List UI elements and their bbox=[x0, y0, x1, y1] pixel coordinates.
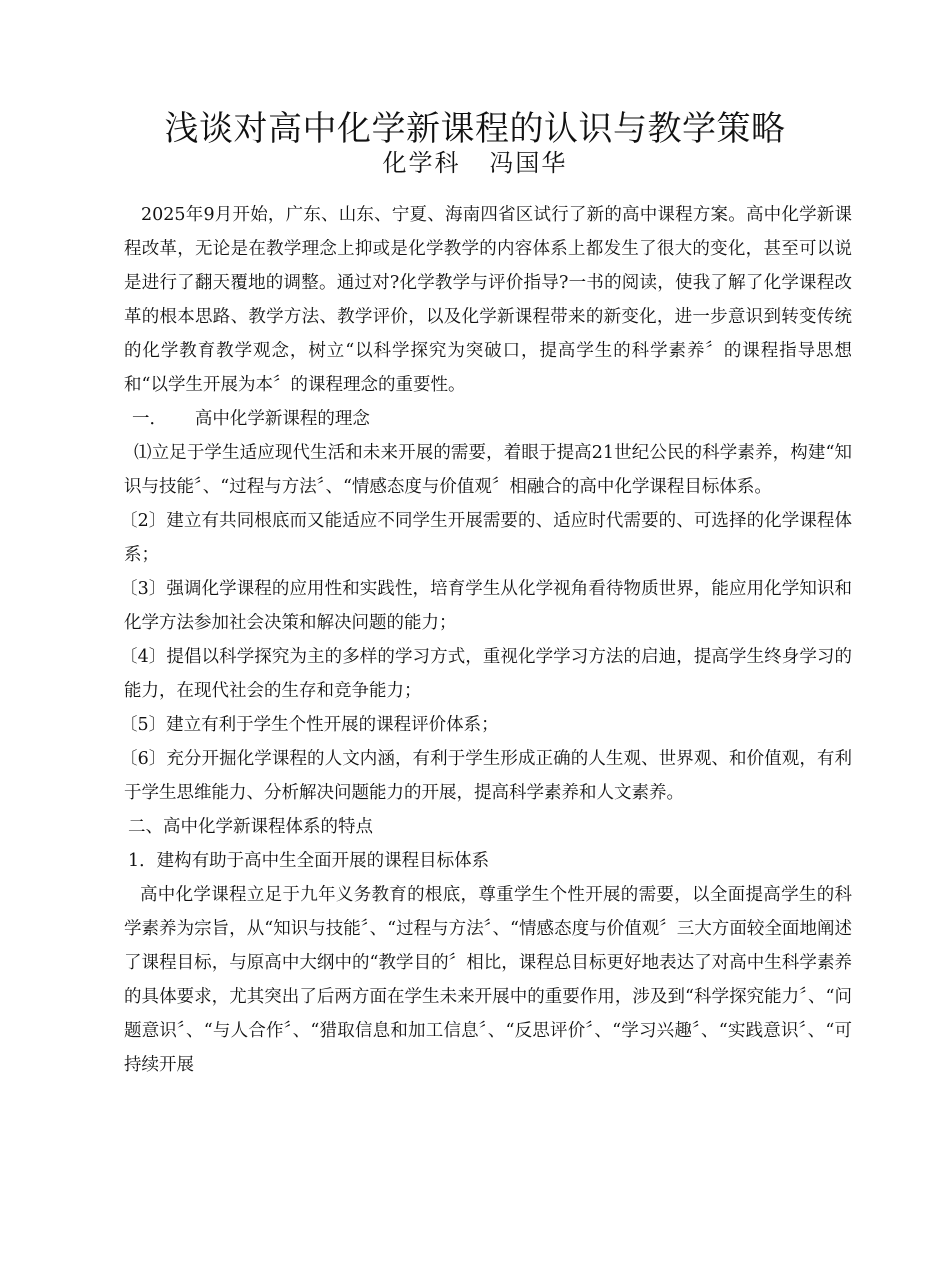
section-heading-2: 二、高中化学新课程体系的特点 bbox=[128, 817, 373, 837]
list-item: 〔2〕建立有共同根底而又能适应不同学生开展需要的、适应时代需要的、可选择的化学课程体系； bbox=[120, 511, 852, 565]
document-title: 浅谈对高中化学新课程的认识与教学策略 bbox=[164, 109, 786, 149]
list-item: 〔6〕充分开掘化学课程的人文内涵，有利于学生形成正确的人生观、世界观、和价值观，有利于学生思维能力、分析解决问题能力的开展，提高科学素养和人文素养。 bbox=[120, 749, 852, 803]
section-heading-1: 一． 高中化学新课程的理念 bbox=[132, 409, 370, 429]
intro-paragraph: 2025年9月开始，广东、山东、宁夏、海南四省区试行了新的高中课程方案。高中化学新课程改革，无论是在教学理念上抑或是化学教学的内容体系上都发生了很大的变化，甚至可以说是进行了翻天覆地的调整。通过对?化学教学与评价指导?一书的阅读，使我了解了化学课程改革的根本思路、教学方法、教学评价，以及化学新课程带来的新变化，进一步意识到转变传统的化学教育教学观念，树立“以科学探究为突破口，提高学生的科学素养〞的课程指导思想和“以学生开展为本〞的课程理念的重要性。 bbox=[124, 205, 852, 395]
author-line: 化学科 冯国华 bbox=[382, 149, 568, 177]
document-body bbox=[120, 198, 852, 1082]
list-item: 〔5〕建立有利于学生个性开展的课程评价体系； bbox=[120, 715, 499, 735]
list-item: 〔4〕提倡以科学探究为主的多样的学习方式，重视化学学习方法的启迪，提高学生终身学习的能力，在现代社会的生存和竞争能力； bbox=[120, 647, 852, 701]
list-item: ⑴立足于学生适应现代生活和未来开展的需要，着眼于提高21世纪公民的科学素养，构建“知识与技能〞、“过程与方法〞、“情感态度与价值观〞相融合的高中化学课程目标体系。 bbox=[124, 443, 852, 497]
list-item: 〔3〕强调化学课程的应用性和实践性，培育学生从化学视角看待物质世界，能应用化学知识和化学方法参加社会决策和解决问题的能力； bbox=[120, 579, 852, 633]
subsection-heading: 1．建构有助于高中生全面开展的课程目标体系 bbox=[128, 851, 490, 871]
body-paragraph: 高中化学课程立足于九年义务教育的根底，尊重学生个性开展的需要，以全面提高学生的科学素养为宗旨，从“知识与技能〞、“过程与方法〞、“情感态度与价值观〞三大方面较全面地阐述了课程目标，与原高中大纲中的“教学目的〞相比，课程总目标更好地表达了对高中生科学素养的具体要求，尤其突出了后两方面在学生未来开展中的重要作用，涉及到“科学探究能力〞、“问题意识〞、“与人合作〞、“猎取信息和加工信息〞、“反思评价〞、“学习兴趣〞、“实践意识〞、“可持续开展 bbox=[124, 885, 852, 1075]
